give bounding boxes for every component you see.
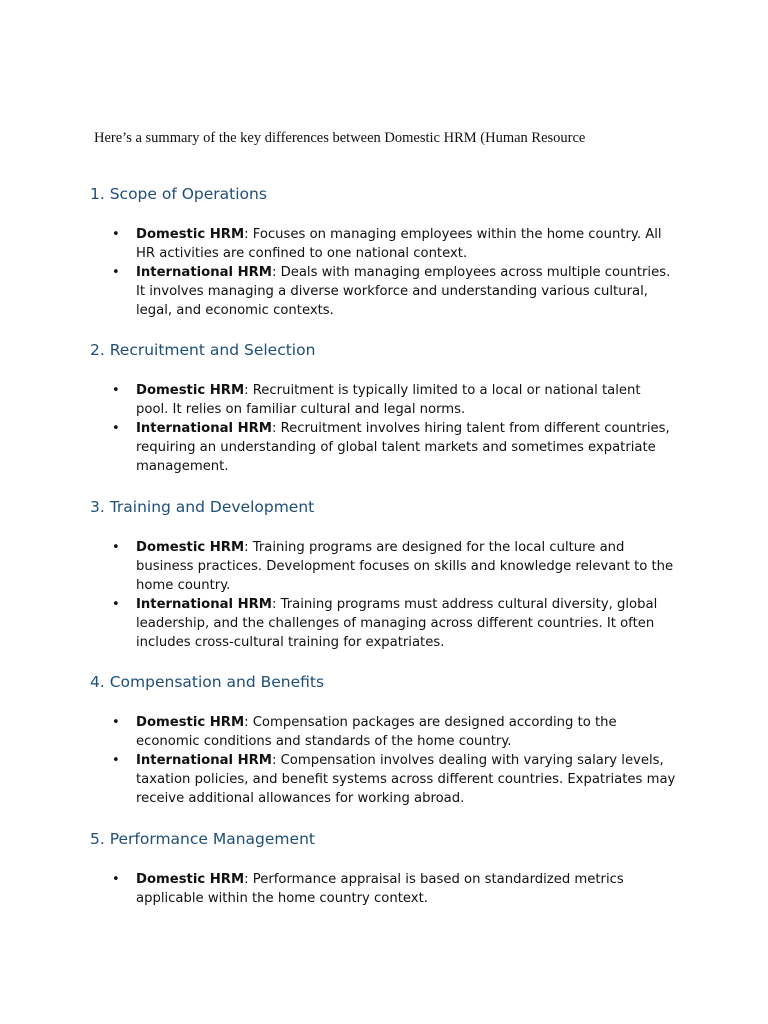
section-recruitment-and-selection <box>90 340 690 476</box>
list-item <box>90 225 676 263</box>
item-term: Domestic HRM <box>136 540 245 555</box>
bullet-icon: • <box>112 715 120 730</box>
item-text: : Performance appraisal is based on standardized metrics applicable within the home country context. <box>136 872 624 906</box>
item-term: International HRM <box>136 753 272 768</box>
list-item <box>90 870 676 908</box>
list-item <box>90 263 676 320</box>
item-text: : Focuses on managing employees within the home country. All HR activities are confined to one national context. <box>136 227 662 261</box>
bullet-icon: • <box>112 265 120 280</box>
item-term: International HRM <box>136 421 272 436</box>
item-text: : Recruitment is typically limited to a local or national talent pool. It relies on familiar cultural and legal norms. <box>136 383 641 417</box>
list-item <box>90 713 676 751</box>
item-text: : Compensation packages are designed according to the economic conditions and standards of the home country. <box>136 715 617 749</box>
section-heading: 5. Performance Management <box>90 830 315 848</box>
bullet-icon: • <box>112 597 120 612</box>
item-term: International HRM <box>136 265 272 280</box>
item-term: Domestic HRM <box>136 715 245 730</box>
item-text: : Recruitment involves hiring talent from different countries, requiring an understanding of global talent markets and sometimes expatriate management. <box>136 421 670 474</box>
section-compensation-and-benefits <box>90 672 690 808</box>
bullet-icon: • <box>112 872 120 887</box>
section-heading: 3. Training and Development <box>90 498 315 516</box>
item-text: : Compensation involves dealing with varying salary levels, taxation policies, and benefit systems across different countries. Expatriates may receive additional allowances for working abroad. <box>136 753 676 806</box>
bullet-icon: • <box>112 753 120 768</box>
list-item <box>90 538 676 595</box>
section-performance-management <box>90 829 690 908</box>
item-text: : Training programs are designed for the local culture and business practices. Development focuses on skills and knowledge relevant to the home country. <box>136 540 674 593</box>
item-term: Domestic HRM <box>136 872 245 887</box>
list-item <box>90 595 676 652</box>
bullet-icon: • <box>112 540 120 555</box>
item-text: : Training programs must address cultural diversity, global leadership, and the challenges of managing across different countries. It often includes cross-cultural training for expatriates. <box>136 597 658 650</box>
bullet-list <box>90 381 690 476</box>
item-term: International HRM <box>136 597 272 612</box>
item-text: : Deals with managing employees across multiple countries. It involves managing a diverse workforce and understanding various cultural, legal, and economic contexts. <box>136 265 671 318</box>
bullet-icon: • <box>112 421 120 436</box>
section-training-and-development <box>90 497 690 652</box>
item-term: Domestic HRM <box>136 383 245 398</box>
section-heading: 2. Recruitment and Selection <box>90 341 316 359</box>
bullet-list <box>90 225 690 320</box>
intro-paragraph: Here’s a summary of the key differences between Domestic HRM (Human Resource <box>94 130 586 146</box>
bullet-icon: • <box>112 383 120 398</box>
section-heading: 4. Compensation and Benefits <box>90 673 325 691</box>
list-item <box>90 419 676 476</box>
section-scope-of-operations <box>90 184 690 320</box>
bullet-icon: • <box>112 227 120 242</box>
bullet-list <box>90 870 690 908</box>
bullet-list <box>90 713 690 808</box>
item-term: Domestic HRM <box>136 227 245 242</box>
bullet-list <box>90 538 690 652</box>
list-item <box>90 751 676 808</box>
section-heading: 1. Scope of Operations <box>90 185 267 203</box>
list-item <box>90 381 676 419</box>
